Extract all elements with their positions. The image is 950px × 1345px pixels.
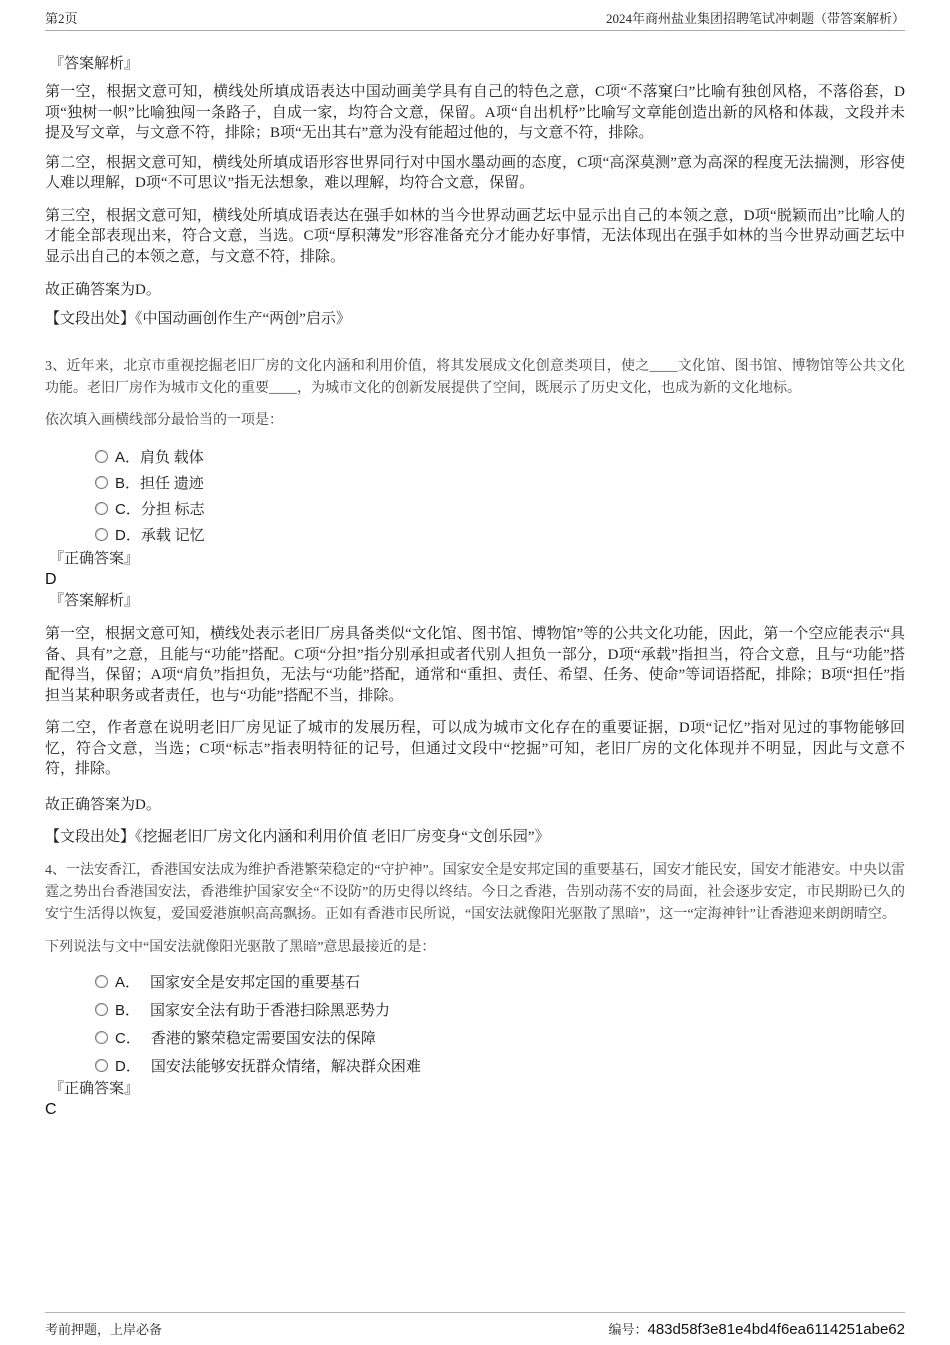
option-letter: D． <box>115 526 141 544</box>
q3-correct-answer: D <box>45 571 57 588</box>
radio-button-icon[interactable] <box>95 975 108 988</box>
q3-prompt: 依次填入画横线部分最恰当的一项是： <box>45 413 283 428</box>
option-text: 肩负 载体 <box>140 449 204 466</box>
radio-button-icon[interactable] <box>95 1059 108 1072</box>
radio-button-icon[interactable] <box>95 450 108 463</box>
q3-option-b[interactable] <box>95 469 905 495</box>
radio-button-icon[interactable] <box>95 1031 108 1044</box>
q3-correct-answer-label: 『正确答案』 <box>49 551 140 567</box>
radio-button-icon[interactable] <box>95 528 108 541</box>
option-letter: C． <box>115 1030 141 1047</box>
q2-analysis-para-1: 第一空，根据文意可知，横线处所填成语表达中国动画美学具有自己的特色之意，C项“不落窠臼”比喻有独创风格，不落俗套，D项“独树一帜”比喻独闯一条路子，自成一家，均符合文意，保留。A项“自出机杼”比喻写文章能创造出新的风格和体裁，文段并未提及写文章，与文意不符，排除；B项“无出其右”意为没有能超过他的，与文意不符，排除。 <box>45 84 905 141</box>
footer-code <box>608 1319 905 1338</box>
option-text: 担任 遗迹 <box>140 475 204 492</box>
option-text: 国家安全是安邦定国的重要基石 <box>150 975 361 991</box>
q3-source: 【文段出处】《挖掘老旧厂房文化内涵和利用价值 老旧厂房变身“文创乐园”》 <box>45 828 550 845</box>
q2-source: 【文段出处】《中国动画创作生产“两创”启示》 <box>45 311 351 327</box>
page-footer <box>45 1312 905 1338</box>
option-letter: C． <box>115 500 141 518</box>
radio-button-icon[interactable] <box>95 502 108 515</box>
option-letter: D． <box>115 1058 141 1075</box>
option-text: 国安法能够安抚群众情绪，解决群众困难 <box>150 1059 421 1075</box>
radio-button-icon[interactable] <box>95 476 108 489</box>
option-text: 分担 标志 <box>140 501 205 518</box>
q3-option-d[interactable] <box>95 521 905 547</box>
page-header <box>45 0 905 31</box>
q4-option-b[interactable] <box>95 996 905 1024</box>
q3-conclusion: 故正确答案为D。 <box>45 796 161 813</box>
radio-button-icon[interactable] <box>95 1003 108 1016</box>
document-title: 2024年商州盐业集团招聘笔试冲刺题（带答案解析） <box>605 11 905 26</box>
q4-option-c[interactable] <box>95 1024 905 1052</box>
q3-analysis-para-1: 第一空，根据文意可知，横线处表示老旧厂房具备类似“文化馆、图书馆、博物馆”等的公共文化功能，因此，第一个空应能表示“具备、具有”之意，且能与“功能”搭配。C项“分担”指分别承担或者代别人担负一部分，D项“承载”指担当，符合文意，且与“功能”搭配得当，保留；A项“肩负”指担负，无法与“功能”搭配，通常和“重担、责任、希望、任务、使命”等词语搭配，排除；B项“担任”指担当某种职务或者责任，也与“功能”搭配不当，排除。 <box>45 626 905 704</box>
page-number: 第2页 <box>45 11 78 26</box>
option-letter: B． <box>115 474 141 492</box>
q3-stem: 3、近年来，北京市重视挖掘老旧厂房的文化内涵和利用价值，将其发展成文化创意类项目，使之____文化馆、图书馆、博物馆等公共文化功能。老旧厂房作为城市文化的重要____，为城市文化的创新发展提供了空间，既展示了历史文化，也成为新的文化地标。 <box>45 359 905 396</box>
option-letter: A． <box>115 448 141 466</box>
q3-option-a[interactable] <box>95 443 905 469</box>
q3-analysis-para-2: 第二空，作者意在说明老旧厂房见证了城市的发展历程，可以成为城市文化存在的重要证据，D项“记忆”指对见过的事物能够回忆，符合文意，当选；C项“标志”指表明特征的记号，但通过文段中“挖掘”可知，老旧厂房的文化体现并不明显，因此与文意不符，排除。 <box>45 720 905 777</box>
footer-code-label: 编号： <box>608 1322 648 1337</box>
q2-analysis-para-3: 第三空，根据文意可知，横线处所填成语表达在强手如林的当今世界动画艺坛中显示出自己的本领之意，D项“脱颖而出”比喻人的才能全部表现出来，符合文意，当选。C项“厚积薄发”形容准备充分才能办好事情，无法体现出在强手如林的当今世界动画艺坛中显示出自己的本领之意，与文意不符，排除。 <box>45 207 905 265</box>
q2-conclusion: 故正确答案为D。 <box>45 282 161 298</box>
option-letter: A． <box>115 974 141 991</box>
footer-code-value: 483d58f3e81e4bd4f6ea6114251abe62 <box>647 1321 905 1338</box>
q4-stem: 4、一法安香江，香港国安法成为维护香港繁荣稳定的“守护神”。国家安全是安邦定国的重要基石，国安才能民安，国安才能港安。中央以雷霆之势出台香港国安法，香港维护国家安全“不设防”的历史得以终结。今日之香港，告别动荡不安的局面，社会逐步安定，市民期盼已久的安宁生活得以恢复，爱国爱港旗帜高高飘扬。正如有香港市民所说，“国安法就像阳光驱散了黑暗”，这一“定海神针”让香港迎来朗朗晴空。 <box>45 862 905 922</box>
option-text: 香港的繁荣稳定需要国安法的保障 <box>150 1031 376 1047</box>
q4-prompt: 下列说法与文中“国安法就像阳光驱散了黑暗”意思最接近的是： <box>45 939 436 955</box>
q4-correct-answer: C <box>45 1100 57 1118</box>
q3-option-c[interactable] <box>95 495 905 521</box>
q4-options <box>95 968 905 1080</box>
footer-slogan: 考前押题，上岸必备 <box>45 1322 163 1337</box>
q2-analysis-para-2: 第二空，根据文意可知，横线处所填成语形容世界同行对中国水墨动画的态度，C项“高深莫测”意为高深的程度无法揣测，形容使人难以理解，D项“不可思议”指无法想象，难以理解，均符合文意，保留。 <box>45 154 905 191</box>
option-text: 国家安全法有助于香港扫除黑恶势力 <box>150 1003 391 1019</box>
q2-analysis-label: 『答案解析』 <box>49 56 140 72</box>
option-letter: B． <box>115 1002 141 1019</box>
q4-option-d[interactable] <box>95 1052 905 1080</box>
q4-correct-answer-label: 『正确答案』 <box>49 1080 140 1097</box>
q3-options <box>95 443 905 547</box>
q3-analysis-label: 『答案解析』 <box>49 593 140 609</box>
option-text: 承载 记忆 <box>140 527 205 544</box>
q4-option-a[interactable] <box>95 968 905 996</box>
